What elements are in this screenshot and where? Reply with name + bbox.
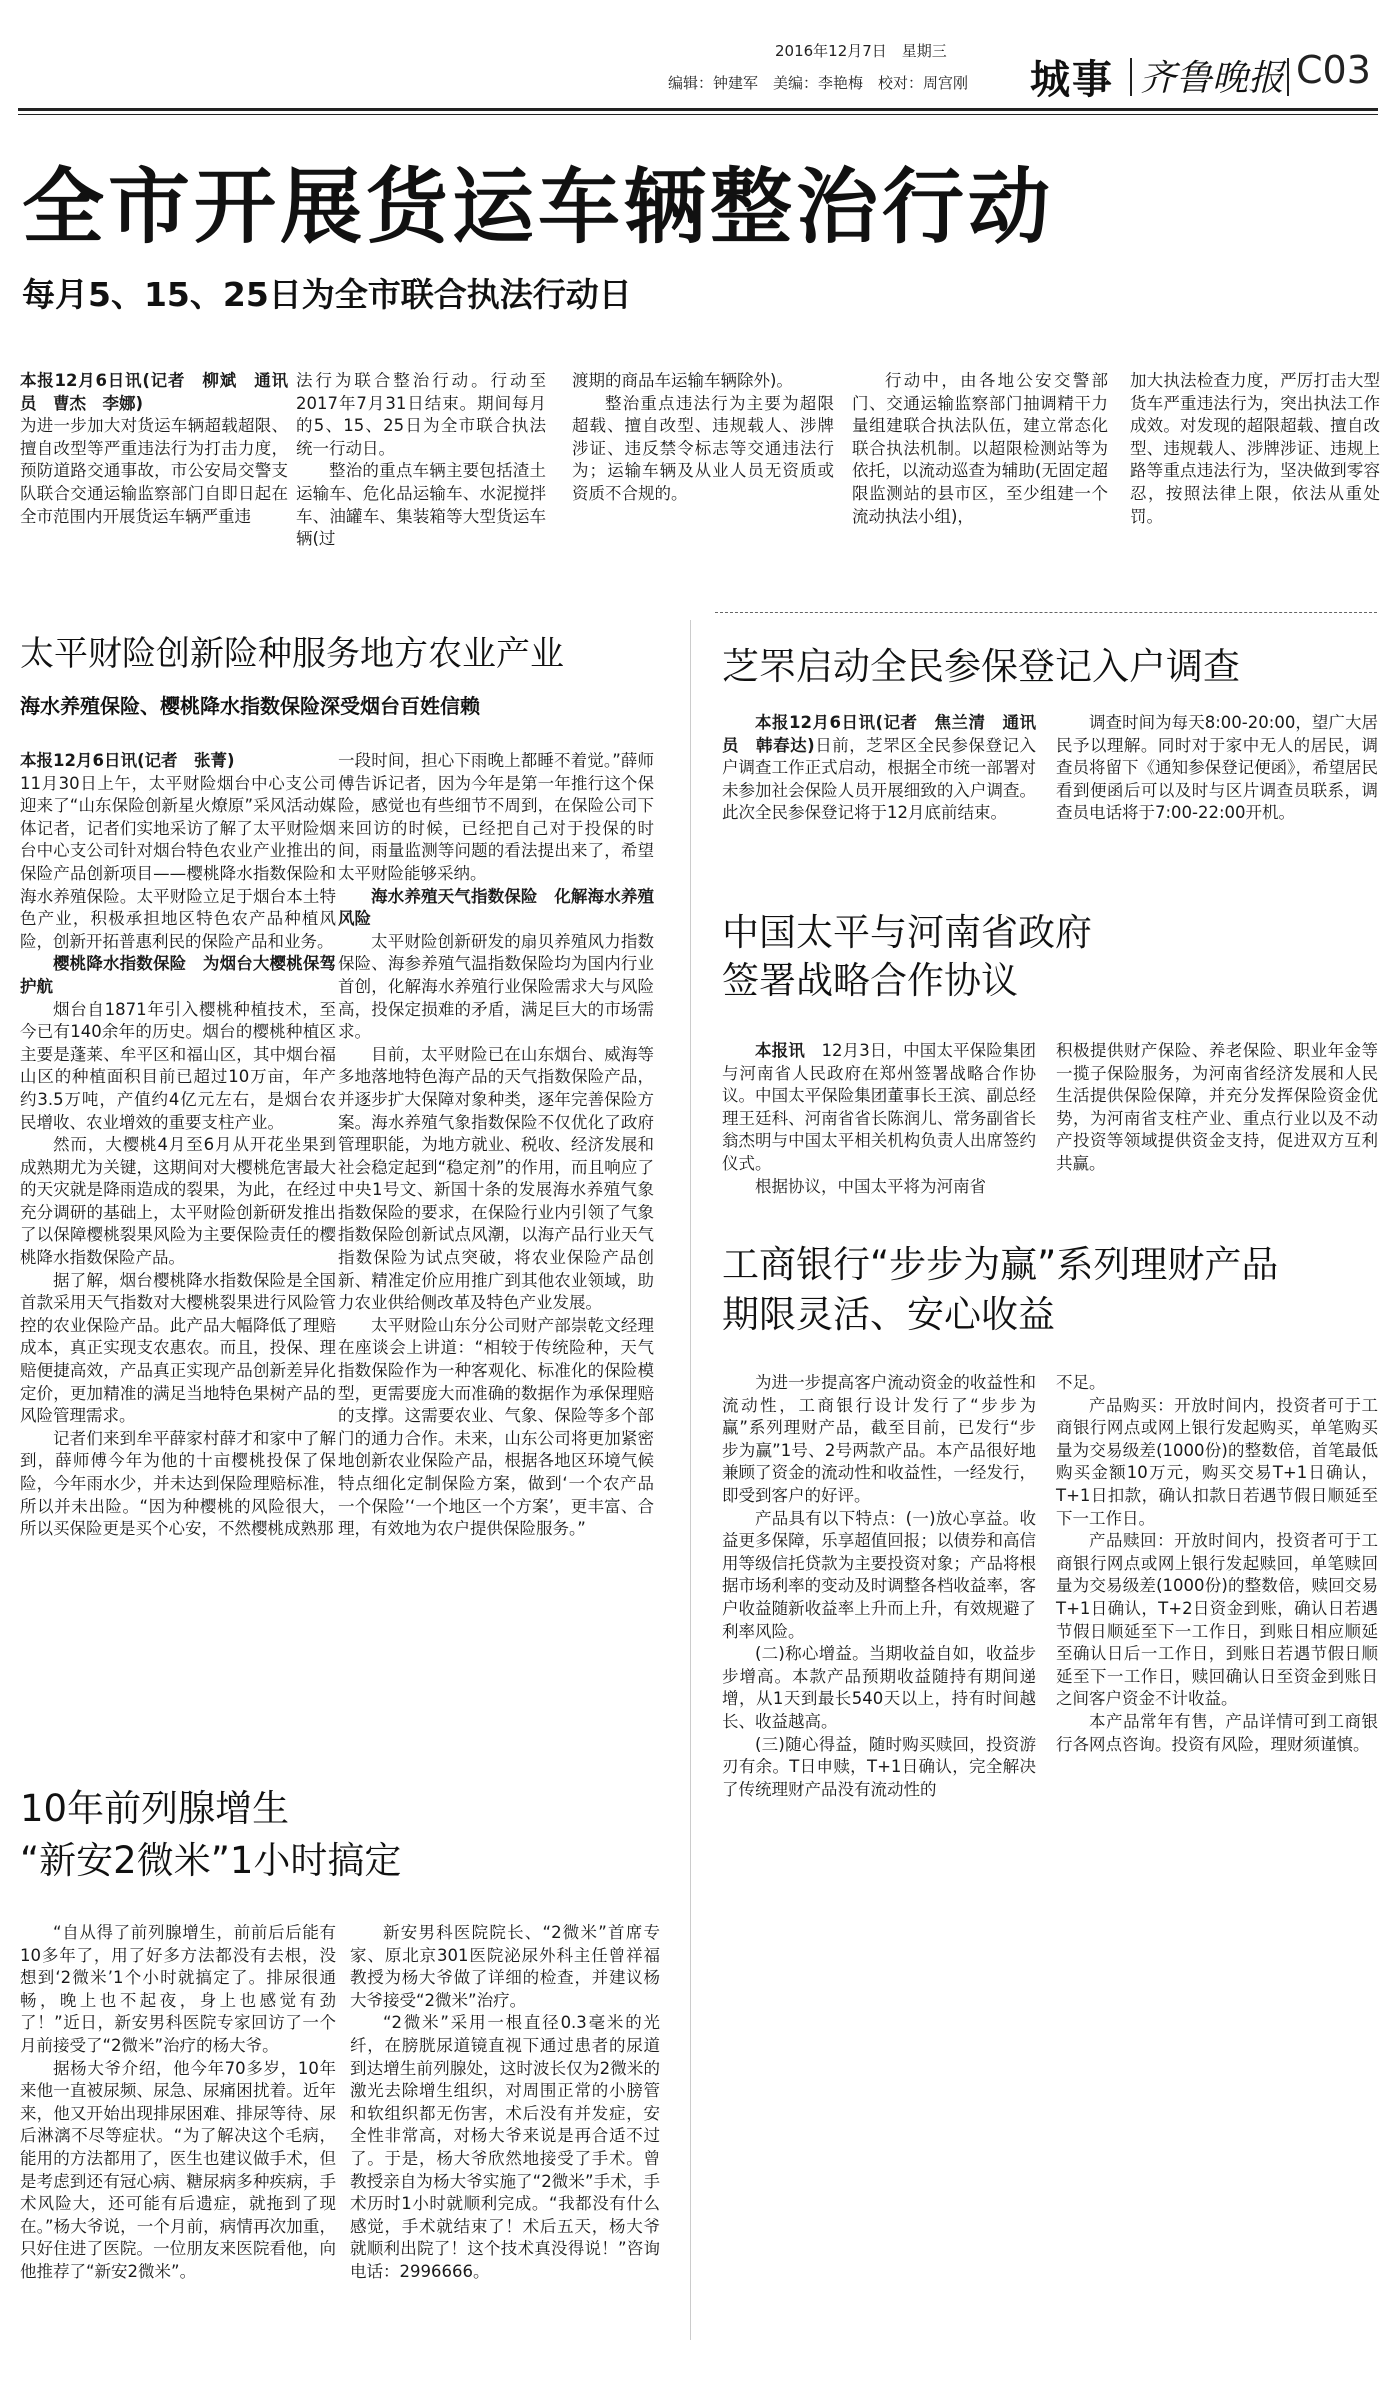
henan-b-text: 积极提供财产保险、养老保险、职业年金等一揽子保险服务，为河南省经济发展和人民生活提供保险保障，并充分发挥保险资金优势，为河南省支柱产业、重点行业以及不动产投资等领域提供资金支持，促进双方互利共赢。 — [1056, 1041, 1378, 1173]
taiping-a-p1: 11月30日上午，太平财险烟台中心支公司迎来了“山东保险创新星火燎原”采风活动媒体记者，记者们实地采访了解了太平财险烟台中心支公司针对烟台特色农业产业推出的保险产品创新项目——樱桃降水指数保险和海水养殖保险。太平财险立足于烟台本土特色产业，积极承担地区特色农产品种植风险，创新开拓普惠利民的保险产品和业务。 — [20, 773, 336, 951]
taiping-byline: 本报12月6日讯(记者 张菁) — [20, 751, 235, 770]
icbc-headline-line2: 期限灵活、安心收益 — [722, 1293, 1055, 1336]
lead-col-2b-text: 整治的重点车辆主要包括渣土运输车、危化品运输车、水泥搅拌车、油罐车、集装箱等大型货运车辆(过 — [296, 461, 546, 549]
section-name: 城事 — [1030, 57, 1114, 103]
zhifu-a-text: 日前，芝罘区全民参保登记入户调查工作正式启动，根据全市统一部署对未参加社会保险人员开展细致的入户调查。此次全民参保登记将于12月底前结束。 — [722, 735, 1036, 823]
icbc-col-a — [722, 1372, 1036, 1801]
icbc-b-p0: 不足。 — [1056, 1373, 1106, 1392]
henan-byline: 本报讯 — [755, 1041, 805, 1060]
taiping-subheadline: 海水养殖保险、樱桃降水指数保险深受烟台百姓信赖 — [20, 694, 480, 718]
masthead-editors: 编辑：钟建军 美编：李艳梅 校对：周宫刚 — [668, 74, 969, 92]
zhifu-b-text: 调查时间为每天8:00-20:00，望广大居民予以理解。同时对于家中无人的居民，调查员将留下《通知参保登记便函》，希望居民看到便函后可以及时与区片调查员联系，调查员电话将于7:00-22:00开机。 — [1056, 713, 1378, 823]
zhifu-byline: 本报12月6日讯(记者 焦兰清 通讯员 韩春达) — [722, 713, 1036, 755]
taiping-subhead-1: 樱桃降水指数保险 为烟台大樱桃保驾护航 — [20, 954, 336, 996]
section-divider-2 — [1287, 58, 1289, 96]
taiping-a-p5: 记者们来到牟平薛家村薛才和家中了解到，薛师傅今年为他的十亩樱桃投保了保险，今年雨水少，并未达到保险理赔标准，所以并未出险。“因为种樱桃的风险很大，所以买保险更是买个心安，不然樱桃成熟那 — [20, 1428, 336, 1539]
taiping-headline: 太平财险创新险种服务地方农业产业 — [20, 634, 564, 674]
taiping-b-p2: 太平财险创新研发的扇贝养殖风力指数保险、海参养殖气温指数保险均为国内行业首创，化解海水养殖行业保险需求大与风险高，投保定损难的矛盾，满足巨大的市场需求。 — [338, 931, 654, 1042]
lead-col-1 — [20, 370, 288, 528]
icbc-b-p1: 产品购买：开放时间内，投资者可于工商银行网点或网上银行发起购买，单笔购买量为交易级差(1000份)的整数倍，首笔最低购买金额10万元，购买交易T+1日确认，T+1日扣款，确认扣款日若遇节假日顺延至下一工作日。 — [1056, 1395, 1378, 1528]
lead-col-5 — [1130, 370, 1380, 528]
section-divider-1 — [1130, 58, 1132, 96]
xinan-b-p1: 新安男科医院院长、“2微米”首席专家、原北京301医院泌尿外科主任曾祥福教授为杨大爷做了详细的检查，并建议杨大爷接受“2微米”治疗。 — [350, 1923, 660, 2010]
zhifu-col-a — [722, 712, 1036, 825]
taiping-b-p3: 目前，太平财险已在山东烟台、威海等多地落地特色海产品的天气指数保险产品，并逐步扩大保障对象种类，逐年完善保险方案。海水养殖气象指数保险不仅优化了政府管理职能，为地方就业、税收、经济发展和社会稳定起到“稳定剂”的作用，而且响应了中央1号文、新国十条的发展海水养殖气象指数保险的要求，在保险行业内引领了气象指数保险创新试点风潮，以海产品行业天气指数保险为试点突破，将农业保险产品创新、精准定价应用推广到其他农业领域，助力农业供给侧改革及特色产业发展。 — [338, 1044, 654, 1313]
lead-col-2-text: 法行为联合整治行动。行动至2017年7月31日结束。期间每月的5、15、25日为全市联合执法统一行动日。 — [296, 371, 546, 458]
masthead-rule-thin — [18, 114, 1378, 115]
xinan-col-b — [350, 1922, 660, 2284]
xinan-a-p1: “自从得了前列腺增生，前前后后能有10多年了，用了好多方法都没有去根，没想到‘2微米’1个小时就搞定了。排尿很通畅，晚上也不起夜，身上也感觉有劲了！”近日，新安男科医院专家回访了一个月前接受了“2微米”治疗的杨大爷。 — [20, 1923, 336, 2055]
zhifu-col-b — [1056, 712, 1378, 825]
lead-col-1-text: 为进一步加大对货运车辆超载超限、擅自改型等严重违法行为打击力度，预防道路交通事故，市公安局交警支队联合交通运输监察部门自即日起在全市范围内开展货运车辆严重违 — [20, 416, 288, 526]
xinan-col-a — [20, 1922, 336, 2284]
taiping-b-p4: 太平财险山东分公司财产部崇乾文经理在座谈会上讲道：“相较于传统险种，天气指数保险作为一种客观化、标准化的保险模型，更需要庞大而准确的数据作为承保理赔的支撑。这需要农业、气象、保险等多个部门的通力合作。未来，山东公司将更加紧密地创新农业保险产品，根据各地区环境气候特点细化定制保险方案，做到‘一个农产品一个保险’‘一个地区一个方案’，更丰富、合理，有效地为农户提供保险服务。” — [338, 1315, 654, 1539]
henan-headline-line1: 中国太平与河南省政府 — [722, 911, 1092, 954]
lead-col-3-text: 渡期的商品车运输车辆除外)。 — [572, 371, 793, 390]
masthead-date: 2016年12月7日 星期三 — [775, 42, 947, 60]
taiping-subhead-2: 海水养殖天气指数保险 化解海水养殖风险 — [338, 886, 654, 929]
taiping-a-p4: 据了解，烟台樱桃降水指数保险是全国首款采用天气指数对大樱桃裂果进行风险管控的农业保险产品。此产品大幅降低了理赔成本，真正实现支农惠农。而且，投保、理赔便捷高效，产品真正实现产品创新差异化定价，更加精准的满足当地特色果树产品的风险管理需求。 — [20, 1270, 336, 1426]
taiping-col-a — [20, 750, 336, 1541]
lead-col-4-text: 行动中，由各地公安交警部门、交通运输监察部门抽调精干力量组建联合执法队伍，建立常态化联合执法机制。以超限检测站等为依托，以流动巡查为辅助(无固定超限监测站的县市区，至少组建一个流动执法小组)， — [852, 371, 1108, 526]
icbc-headline-line1: 工商银行“步步为赢”系列理财产品 — [722, 1243, 1279, 1286]
henan-a-p1: 12月3日，中国太平保险集团与河南省人民政府在郑州签署战略合作协议。中国太平保险集团董事长王滨、副总经理王廷科、河南省省长陈润儿、常务副省长翁杰明与中国太平相关机构负责人出席签约仪式。 — [722, 1041, 1036, 1173]
icbc-a-p2: 产品具有以下特点：(一)放心享益。收益更多保障，乐享超值回报；以债券和高信用等级信托贷款为主要投资对象；产品将根据市场利率的变动及时调整各档收益率，客户收益随新收益率上升而上升，有效规避了利率风险。 — [722, 1508, 1036, 1641]
section-divider-lead — [715, 612, 1377, 613]
icbc-b-p2: 产品赎回：开放时间内，投资者可于工商银行网点或网上银行发起赎回，单笔赎回量为交易级差(1000份)的整数倍，赎回交易T+1日确认，T+2日资金到账，确认日若遇节假日顺延至下一工作日，到账日相应顺延至确认日后一工作日，到账日若遇节假日顺延至下一工作日，赎回确认日至资金到账日之间客户资金不计收益。 — [1056, 1531, 1378, 1709]
henan-a-p2: 根据协议，中国太平将为河南省 — [755, 1176, 986, 1196]
taiping-b-p1: 一段时间，担心下雨晚上都睡不着觉。”薛师傅告诉记者，因为今年是第一年推行这个保险，感觉也有些细节不周到，在保险公司下来回访的时候，已经把自己对于投保的时间，雨量监测等问题的看法提出来了，希望太平财险能够采纳。 — [338, 751, 654, 883]
xinan-headline-line2: “新安2微米”1小时搞定 — [20, 1839, 402, 1882]
lead-col-3b-text: 整治重点违法行为主要为超限超载、擅自改型、违规载人、涉牌涉证、违反禁令标志等交通违法行为；运输车辆及从业人员无资质或资质不合规的。 — [572, 393, 834, 503]
page-number: C03 — [1296, 48, 1371, 92]
icbc-a-p1: 为进一步提高客户流动资金的收益性和流动性，工商银行设计发行了“步步为赢”系列理财产品，截至目前，已发行“步步为赢”1号、2号两款产品。本产品很好地兼顾了资金的流动性和收益性，一经发行，即受到客户的好评。 — [722, 1373, 1036, 1505]
icbc-a-p3: (二)称心增益。当期收益自如，收益步步增高。本款产品预期收益随持有期间递增，从1天到最长540天以上，持有时间越长、收益越高。 — [722, 1644, 1036, 1731]
lead-headline: 全市开展货运车辆整治行动 — [22, 160, 1055, 255]
henan-col-b — [1056, 1040, 1378, 1176]
lead-subheadline: 每月5、15、25日为全市联合执法行动日 — [22, 275, 632, 314]
xinan-a-p2: 据杨大爷介绍，他今年70多岁，10年来他一直被尿频、尿急、尿痛困扰着。近年来，他又开始出现排尿困难、排尿等待、尿后淋漓不尽等症状。“为了解决这个毛病，能用的方法都用了，医生也建议做手术，但是考虑到还有冠心病、糖尿病多种疾病，手术风险大，还可能有后遗症，就拖到了现在。”杨大爷说，一个月前，病情再次加重，只好住进了医院。一位朋友来医院看他，向他推荐了“新安2微米”。 — [20, 2058, 336, 2281]
column-divider-vertical — [690, 620, 691, 2340]
taiping-a-p2: 烟台自1871年引入樱桃种植技术，至今已有140余年的历史。烟台的樱桃种植区主要是蓬莱、牟平区和福山区，其中烟台福山区的种植面积目前已超过10万亩，年产约3.5万吨，产值约4亿元左右，是烟台农民增收、农业增效的重要支柱产业。 — [20, 999, 336, 1132]
zhifu-headline: 芝罘启动全民参保登记入户调查 — [722, 645, 1240, 688]
henan-headline-line2: 签署战略合作协议 — [722, 959, 1018, 1002]
xinan-b-p2: “2微米”采用一根直径0.3毫米的光纤，在膀胱尿道镜直视下通过患者的尿道到达增生前列腺处，这时波长仅为2微米的激光去除增生组织，对周围正常的小膀管和软组织都无伤害，术后没有并发症，安全性非常高，对杨大爷来说是再合适不过了。于是，杨大爷欣然地接受了手术。曾教授亲自为杨大爷实施了“2微米”手术，手术历时1小时就顺利完成。“我都没有什么感觉，手术就结束了！术后五天，杨大爷就顺利出院了！这个技术真没得说！”咨询电话：2996666。 — [350, 2013, 660, 2281]
taiping-a-p3: 然而，大樱桃4月至6月从开花坐果到成熟期尤为关键，这期间对大樱桃危害最大的天灾就是降雨造成的裂果，为此，在经过充分调研的基础上，太平财险创新研发推出了以保障樱桃裂果风险为主要保险责任的樱桃降水指数保险产品。 — [20, 1135, 336, 1268]
lead-col-2 — [296, 370, 546, 551]
icbc-col-b — [1056, 1372, 1378, 1756]
newspaper-logo: 齐鲁晚报 — [1140, 58, 1285, 99]
xinan-headline-line1: 10年前列腺增生 — [20, 1787, 290, 1830]
icbc-a-p4: (三)随心得益，随时购买赎回，投资游刃有余。T日申赎，T+1日确认，完全解决了传统理财产品没有流动性的 — [722, 1734, 1036, 1799]
lead-col-4 — [852, 370, 1108, 528]
lead-col-5-text: 加大执法检查力度，严厉打击大型货车严重违法行为，突出执法工作成效。对发现的超限超载、擅自改型、违规载人、涉牌涉证、违规上路等重点违法行为，坚决做到零容忍，按照法律上限，依法从重处罚。 — [1130, 371, 1380, 526]
lead-byline: 本报12月6日讯(记者 柳斌 通讯员 曹杰 李娜) — [20, 371, 288, 413]
masthead-rule — [18, 108, 1378, 111]
taiping-col-b — [338, 750, 654, 1541]
lead-col-3 — [572, 370, 834, 506]
henan-col-a — [722, 1040, 1036, 1198]
icbc-b-p3: 本产品常年有售，产品详情可到工商银行各网点咨询。投资有风险，理财须谨慎。 — [1056, 1711, 1378, 1754]
